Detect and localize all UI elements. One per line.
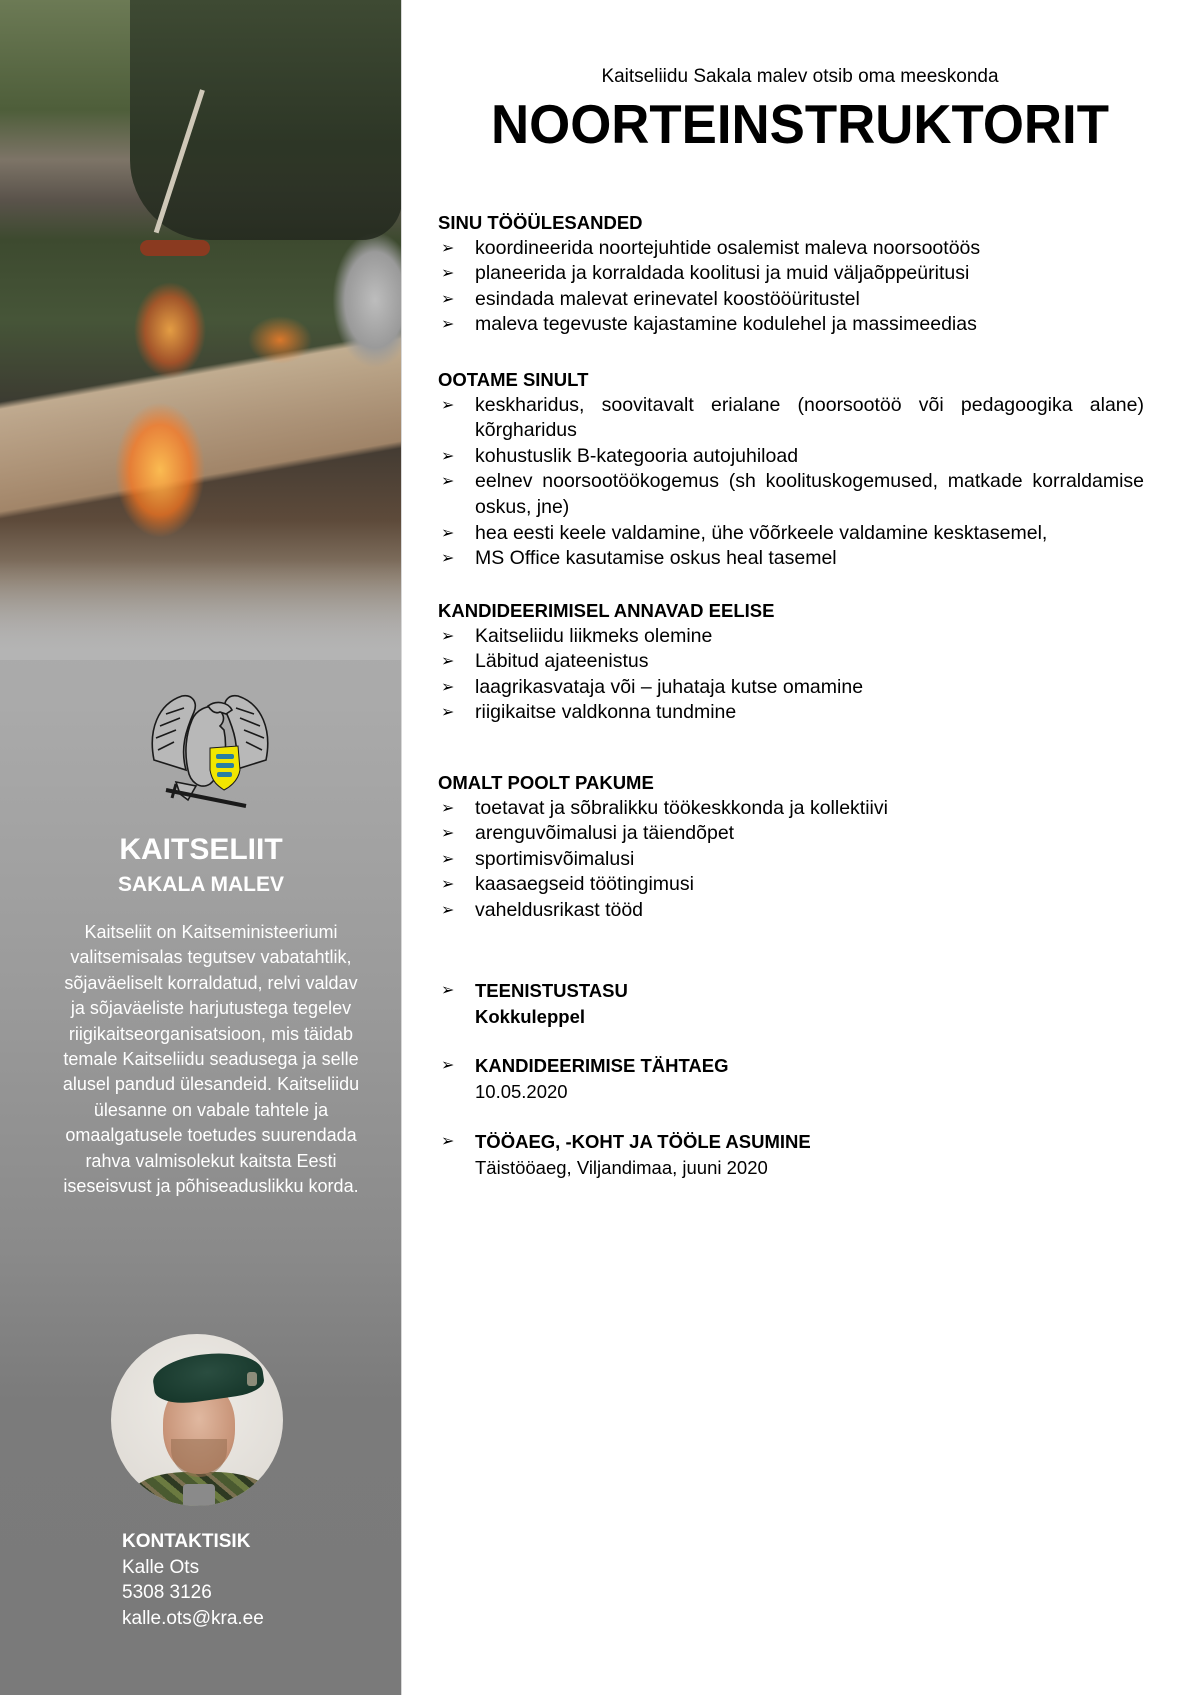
info-deadline [438, 1053, 729, 1104]
arrow-bullet-icon: ➢ [441, 524, 455, 542]
section-title: KANDIDEERIMISEL ANNAVAD EELISE [438, 600, 775, 621]
list-item: ➢ vaheldusrikast tööd [438, 898, 1144, 924]
arrow-bullet-icon: ➢ [441, 704, 455, 722]
roasting-stick [154, 89, 205, 233]
arrow-bullet-icon: ➢ [441, 627, 455, 645]
section-requirements [438, 367, 1144, 572]
list-item: ➢ planeerida ja korraldada koolitusi ja muid väljaõppeüritusi [438, 261, 1144, 287]
list-item: ➢ kohustuslik B-kategooria autojuhiload [438, 444, 1144, 470]
arrow-bullet-icon: ➢ [441, 850, 455, 868]
arrow-bullet-icon: ➢ [441, 653, 455, 671]
list-item: ➢ esindada malevat erinevatel koostööüritustel [438, 287, 1144, 313]
arrow-bullet-icon: ➢ [441, 1057, 455, 1074]
contact-email[interactable]: kalle.ots@kra.ee [122, 1607, 264, 1629]
list-item: ➢ arenguvõimalusi ja täiendõpet [438, 821, 1144, 847]
campfire-photo [0, 0, 402, 660]
list-item: ➢ koordineerida noortejuhtide osalemist maleva noorsootöös [438, 236, 1144, 262]
list-item: ➢ eelnev noorsootöökogemus (sh koolituskogemused, matkade korraldamise oskus, jne) [441, 470, 1144, 518]
list-item: ➢ sportimisvõimalusi [438, 847, 1144, 873]
contact-avatar [111, 1334, 283, 1506]
list-item: ➢ keskharidus, soovitavalt erialane (noorsootöö või pedagoogika alane) kõrgharidus [441, 393, 1144, 442]
info-value: Täistööaeg, Viljandimaa, juuni 2020 [475, 1156, 768, 1178]
section-title: OOTAME SINULT [438, 369, 589, 390]
arrow-bullet-icon: ➢ [441, 876, 455, 894]
header-kicker: Kaitseliidu Sakala malev otsib oma meeskonda [601, 66, 999, 87]
info-value: Kokkuleppel [475, 1005, 585, 1027]
org-description: Kaitseliit on Kaitseministeeriumi valitsemisalas tegutsev vabatahtlik, sõjaväeliselt korraldatud, relvi valdav ja sõjaväeliste harjutustega tegelev riigikaitseorganisatsioon, mis täidab temale Kaitseliidu seadusega ja selle alusel pandud ülesandeid. Kaitseliidu ülesanne on vabale tahtele ja omaalgatusele toetudes suurendada rahva valmisolekut kaitsta Eesti iseseisvust ja põhiseaduslikku korda. [62, 922, 360, 1197]
contact-phone[interactable]: 5308 3126 [122, 1582, 212, 1603]
avatar-shirt [183, 1484, 215, 1506]
section-advantages [438, 598, 1144, 726]
sidebar [0, 0, 402, 1695]
arrow-bullet-icon: ➢ [441, 825, 455, 843]
arrow-bullet-icon: ➢ [441, 901, 455, 919]
list-item: ➢ toetavat ja sõbralikku töökeskkonda ja kollektiivi [438, 796, 1144, 822]
info-worktime-location [438, 1129, 811, 1180]
arrow-bullet-icon: ➢ [441, 1133, 455, 1150]
list-item: ➢ kaasaegseid töötingimusi [438, 872, 1144, 898]
list-item: ➢ laagrikasvataja või – juhataja kutse omamine [438, 675, 1144, 701]
contact-name: Kalle Ots [122, 1556, 200, 1578]
arrow-bullet-icon: ➢ [441, 447, 455, 465]
info-title: TEENISTUSTASU [475, 980, 628, 1001]
arrow-bullet-icon: ➢ [441, 678, 455, 696]
section-duties [438, 210, 1144, 338]
info-value: 10.05.2020 [475, 1080, 568, 1102]
list-item: ➢ MS Office kasutamise oskus heal tasemel [438, 546, 1144, 572]
info-title: KANDIDEERIMISE TÄHTAEG [475, 1055, 729, 1076]
info-salary [438, 978, 628, 1029]
contact-title: KONTAKTISIK [122, 1531, 251, 1552]
list-item: ➢ riigikaitse valdkonna tundmine [438, 700, 1144, 726]
arrow-bullet-icon: ➢ [441, 550, 455, 568]
section-title: SINU TÖÖÜLESANDED [438, 212, 643, 233]
list-item: ➢ maleva tegevuste kajastamine kodulehel ja massimeedias [438, 312, 1144, 338]
info-title: TÖÖAEG, -KOHT JA TÖÖLE ASUMINE [475, 1131, 811, 1152]
section-offer [438, 770, 1144, 924]
list-item: ➢ Kaitseliidu liikmeks olemine [438, 624, 1144, 650]
list-item: ➢ Läbitud ajateenistus [438, 649, 1144, 675]
contact-block [122, 1529, 264, 1631]
arrow-bullet-icon: ➢ [441, 799, 455, 817]
arrow-bullet-icon: ➢ [441, 316, 455, 334]
org-name: KAITSELIIT [119, 833, 283, 866]
arrow-bullet-icon: ➢ [441, 396, 455, 414]
page-title: NOORTEINSTRUKTORIT [491, 93, 1109, 155]
arrow-bullet-icon: ➢ [441, 982, 455, 999]
kaitseliit-eagle-logo-icon [146, 690, 274, 808]
org-unit: SAKALA MALEV [117, 873, 285, 896]
arrow-bullet-icon: ➢ [441, 290, 455, 308]
arrow-bullet-icon: ➢ [441, 265, 455, 283]
arrow-bullet-icon: ➢ [441, 239, 455, 257]
list-item: ➢ hea eesti keele valdamine, ühe võõrkeele valdamine kesktasemel, [438, 521, 1144, 547]
arrow-bullet-icon: ➢ [441, 473, 455, 491]
beret-badge-icon [247, 1372, 257, 1386]
sausage [140, 240, 210, 256]
section-title: OMALT POOLT PAKUME [438, 772, 654, 793]
